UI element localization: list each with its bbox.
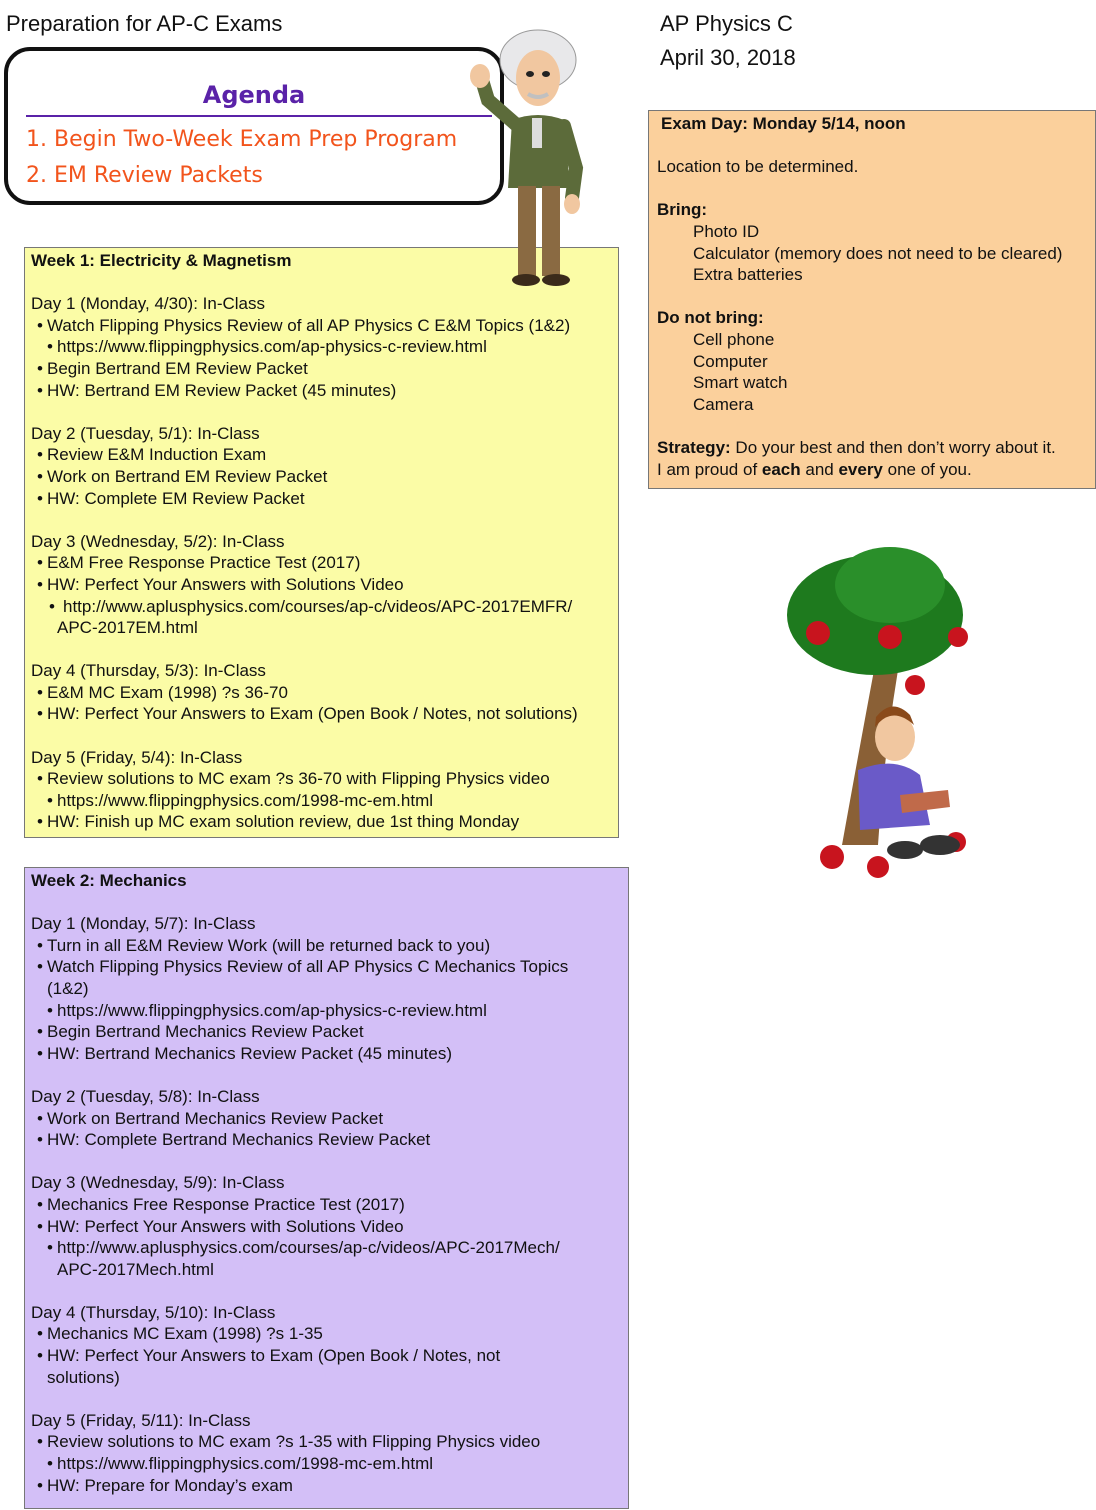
list-item: • HW: Perfect Your Answers to Exam (Open Book / Notes, not solutions) bbox=[37, 704, 578, 724]
list-item: • Begin Bertrand EM Review Packet bbox=[37, 358, 308, 378]
list-item: • HW: Bertrand Mechanics Review Packet (45 minutes) bbox=[37, 1043, 453, 1063]
list-item: • HW: Perfect Your Answers with Solutions Video bbox=[37, 574, 404, 594]
strategy-line: Strategy: Do your best and then don’t worry about it. bbox=[657, 437, 1056, 457]
proud-line: I am proud of each and every one of you. bbox=[657, 459, 972, 479]
notbring-label: Do not bring: bbox=[657, 308, 764, 328]
week1-title: Week 1: Electricity & Magnetism bbox=[31, 251, 292, 270]
bring-item: Calculator (memory does not need to be cleared) bbox=[693, 243, 1063, 263]
day-header: Day 1 (Monday, 5/7): In-Class bbox=[31, 914, 256, 934]
list-item: • Turn in all E&M Review Work (will be returned back to you) bbox=[37, 935, 491, 955]
list-item: • Mechanics Free Response Practice Test (2017) bbox=[37, 1194, 405, 1214]
list-item: • Work on Bertrand Mechanics Review Packet bbox=[37, 1108, 384, 1128]
list-item: • Mechanics MC Exam (1998) ?s 1-35 bbox=[37, 1324, 323, 1344]
list-item: • HW: Prepare for Monday’s exam bbox=[37, 1475, 293, 1495]
agenda-item-2: 2. EM Review Packets bbox=[26, 163, 263, 188]
link-text[interactable]: • https://www.flippingphysics.com/1998-mc-em.html bbox=[47, 790, 434, 810]
bring-label: Bring: bbox=[657, 200, 708, 220]
page-date: April 30, 2018 bbox=[660, 45, 796, 70]
notbring-item: Camera bbox=[693, 394, 754, 414]
page-title: Preparation for AP-C Exams bbox=[6, 11, 283, 36]
week2-panel bbox=[24, 867, 629, 1509]
link-text[interactable]: • https://www.flippingphysics.com/ap-physics-c-review.html bbox=[47, 337, 487, 357]
list-item: • HW: Complete Bertrand Mechanics Review Packet bbox=[37, 1130, 431, 1150]
list-item: • Review E&M Induction Exam bbox=[37, 445, 267, 465]
list-item-continued: solutions) bbox=[47, 1367, 120, 1387]
list-item: • HW: Perfect Your Answers with Solutions Video bbox=[37, 1216, 404, 1236]
exam-title: Exam Day: Monday 5/14, noon bbox=[661, 114, 906, 133]
week1-panel bbox=[24, 247, 619, 838]
newton-under-apple-tree-icon bbox=[780, 545, 980, 880]
day-header: Day 4 (Thursday, 5/3): In-Class bbox=[31, 661, 266, 681]
link-text-continued[interactable]: APC-2017EM.html bbox=[57, 618, 198, 638]
link-text[interactable]: • http://www.aplusphysics.com/courses/ap-c/videos/APC-2017Mech/ bbox=[47, 1238, 560, 1258]
list-item-continued: (1&2) bbox=[47, 978, 89, 998]
list-item: • Watch Flipping Physics Review of all AP Physics C E&M Topics (1&2) bbox=[37, 315, 571, 335]
day-header: Day 4 (Thursday, 5/10): In-Class bbox=[31, 1302, 276, 1322]
list-item: • E&M Free Response Practice Test (2017) bbox=[37, 553, 361, 573]
agenda-divider bbox=[26, 115, 492, 117]
list-item: • Review solutions to MC exam ?s 36-70 with Flipping Physics video bbox=[37, 769, 550, 789]
link-text[interactable]: • https://www.flippingphysics.com/ap-physics-c-review.html bbox=[47, 1000, 487, 1020]
day-header: Day 3 (Wednesday, 5/2): In-Class bbox=[31, 531, 285, 551]
exam-day-panel bbox=[648, 110, 1096, 489]
bring-item: Photo ID bbox=[693, 221, 760, 241]
list-item: • HW: Perfect Your Answers to Exam (Open Book / Notes, not bbox=[37, 1346, 501, 1366]
einstein-figure-icon bbox=[460, 18, 610, 298]
day-header: Day 3 (Wednesday, 5/9): In-Class bbox=[31, 1173, 285, 1193]
link-text[interactable]: • http://www.aplusphysics.com/courses/ap-c/videos/APC-2017EMFR/ bbox=[49, 596, 573, 616]
agenda-box bbox=[4, 47, 504, 205]
notbring-item: Smart watch bbox=[693, 373, 788, 393]
link-text-continued[interactable]: APC-2017Mech.html bbox=[57, 1259, 214, 1279]
day-header: Day 2 (Tuesday, 5/8): In-Class bbox=[31, 1086, 260, 1106]
list-item: • Begin Bertrand Mechanics Review Packet bbox=[37, 1022, 364, 1042]
day-header: Day 5 (Friday, 5/11): In-Class bbox=[31, 1410, 251, 1430]
notbring-item: Computer bbox=[693, 351, 768, 371]
bring-item: Extra batteries bbox=[693, 265, 803, 285]
list-item: • E&M MC Exam (1998) ?s 36-70 bbox=[37, 682, 288, 702]
list-item: • HW: Bertrand EM Review Packet (45 minutes) bbox=[37, 380, 397, 400]
day-header: Day 5 (Friday, 5/4): In-Class bbox=[31, 747, 243, 767]
list-item: • Review solutions to MC exam ?s 1-35 with Flipping Physics video bbox=[37, 1432, 541, 1452]
notbring-item: Cell phone bbox=[693, 329, 775, 349]
list-item: • Work on Bertrand EM Review Packet bbox=[37, 466, 328, 486]
list-item: • Watch Flipping Physics Review of all AP Physics C Mechanics Topics bbox=[37, 957, 569, 977]
course-name: AP Physics C bbox=[660, 11, 793, 36]
list-item: • HW: Finish up MC exam solution review, due 1st thing Monday bbox=[37, 812, 520, 832]
agenda-item-1: 1. Begin Two-Week Exam Prep Program bbox=[26, 127, 458, 152]
day-header: Day 1 (Monday, 4/30): In-Class bbox=[31, 294, 265, 314]
exam-location: Location to be determined. bbox=[657, 157, 859, 177]
agenda-heading: Agenda bbox=[202, 81, 306, 109]
link-text[interactable]: • https://www.flippingphysics.com/1998-mc-em.html bbox=[47, 1454, 434, 1474]
day-header: Day 2 (Tuesday, 5/1): In-Class bbox=[31, 423, 260, 443]
list-item: • HW: Complete EM Review Packet bbox=[37, 488, 305, 508]
week2-title: Week 2: Mechanics bbox=[31, 871, 187, 890]
